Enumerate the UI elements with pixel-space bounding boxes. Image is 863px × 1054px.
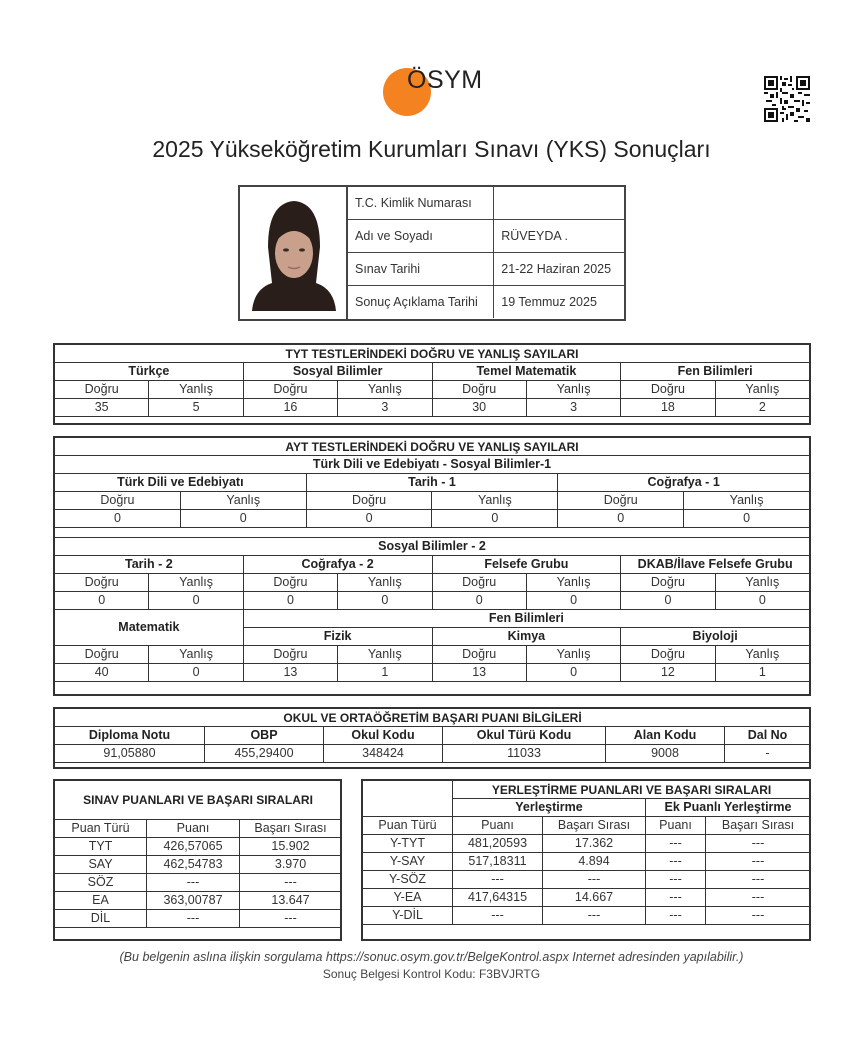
okul-header: Okul Türü Kodu <box>443 727 606 745</box>
puan-turu: Y-SÖZ <box>363 871 453 889</box>
osym-logo-text: ÖSYM <box>407 66 483 94</box>
subject-name: Türkçe <box>55 363 244 381</box>
okul-header: OBP <box>205 727 324 745</box>
ek-puan: --- <box>646 871 706 889</box>
yanlis-header: Yanlış <box>715 646 809 664</box>
ek-basari-sirasi: --- <box>706 853 811 871</box>
table-row <box>55 874 342 892</box>
basari-sirasi: --- <box>543 907 646 925</box>
table-row <box>363 889 811 907</box>
qr-code <box>764 76 810 122</box>
sinav-header: Puan Türü <box>55 820 147 838</box>
dogru-value: 0 <box>55 592 149 610</box>
info-row <box>348 286 624 319</box>
subject-name: Temel Matematik <box>432 363 621 381</box>
subject-name: Sosyal Bilimler <box>243 363 432 381</box>
dogru-value: 35 <box>55 399 149 417</box>
yanlis-value: 3 <box>526 399 620 417</box>
subject-name: Tarih - 2 <box>55 556 244 574</box>
dogru-header: Doğru <box>55 646 149 664</box>
puan-turu: Y-EA <box>363 889 453 907</box>
control-code: Sonuç Belgesi Kontrol Kodu: F3BVJRTG <box>322 967 541 981</box>
yanlis-header: Yanlış <box>715 574 809 592</box>
basari-sirasi: 13.647 <box>240 892 342 910</box>
puan-turu: EA <box>55 892 147 910</box>
subject-name: Coğrafya - 1 <box>558 474 810 492</box>
subject-name: Biyoloji <box>621 628 810 646</box>
basari-sirasi: 14.667 <box>543 889 646 907</box>
dogru-value: 0 <box>55 510 181 528</box>
dogru-value: 0 <box>306 510 432 528</box>
puan: 517,18311 <box>453 853 543 871</box>
yer-header: Puanı <box>646 817 706 835</box>
sinav-header: Puanı <box>147 820 240 838</box>
dogru-header: Doğru <box>432 646 526 664</box>
yanlis-value: 1 <box>338 664 432 682</box>
yanlis-header: Yanlış <box>526 646 620 664</box>
yanlis-header: Yanlış <box>684 492 810 510</box>
dogru-header: Doğru <box>432 574 526 592</box>
dogru-value: 13 <box>432 664 526 682</box>
dogru-value: 18 <box>621 399 715 417</box>
subject-name: Fizik <box>243 628 432 646</box>
basari-sirasi: --- <box>240 874 342 892</box>
yer-header: Puan Türü <box>363 817 453 835</box>
okul-value: 91,05880 <box>55 745 205 763</box>
ek-puan: --- <box>646 889 706 907</box>
ek-basari-sirasi: --- <box>706 907 811 925</box>
basari-sirasi: 4.894 <box>543 853 646 871</box>
yanlis-header: Yanlış <box>338 646 432 664</box>
yer-header: Başarı Sırası <box>706 817 811 835</box>
table-row <box>55 910 342 928</box>
candidate-photo <box>240 187 348 319</box>
yanlis-value: 0 <box>149 592 243 610</box>
verification-note: (Bu belgenin aslına ilişkin sorgulama https://sonuc.osym.gov.tr/BelgeKontrol.aspx Internet adresinden yapılabilir.) <box>119 950 744 964</box>
table-row <box>55 892 342 910</box>
sinav-header: Başarı Sırası <box>240 820 342 838</box>
yanlis-header: Yanlış <box>715 381 809 399</box>
yerlestirme-title: YERLEŞTİRME PUANLARI VE BAŞARI SIRALARI <box>453 781 811 799</box>
dogru-header: Doğru <box>621 574 715 592</box>
table-row <box>55 838 342 856</box>
info-label: Sonuç Açıklama Tarihi <box>348 286 494 319</box>
ek-puanli-sub: Ek Puanlı Yerleştirme <box>646 799 811 817</box>
puan-turu: SAY <box>55 856 147 874</box>
okul-table <box>54 708 811 763</box>
dogru-value: 0 <box>558 510 684 528</box>
dogru-header: Doğru <box>243 381 337 399</box>
yanlis-value: 3 <box>338 399 432 417</box>
okul-header: Dal No <box>725 727 811 745</box>
subject-name: Türk Dili ve Edebiyatı <box>55 474 307 492</box>
puan: 363,00787 <box>147 892 240 910</box>
table-row <box>363 907 811 925</box>
yanlis-header: Yanlış <box>149 574 243 592</box>
dogru-value: 30 <box>432 399 526 417</box>
subject-name: Matematik <box>55 610 244 646</box>
yer-header: Puanı <box>453 817 543 835</box>
info-label: Adı ve Soyadı <box>348 220 494 253</box>
yanlis-value: 2 <box>715 399 809 417</box>
dogru-header: Doğru <box>432 381 526 399</box>
yanlis-header: Yanlış <box>149 381 243 399</box>
page-title: 2025 Yükseköğretim Kurumları Sınavı (YKS) Sonuçları <box>152 136 711 162</box>
ayt-group1-title: Türk Dili ve Edebiyatı - Sosyal Bilimler-1 <box>55 456 810 474</box>
subject-name: Felsefe Grubu <box>432 556 621 574</box>
puan-turu: DİL <box>55 910 147 928</box>
okul-value: - <box>725 745 811 763</box>
okul-title: OKUL VE ORTAÖĞRETİM BAŞARI PUANI BİLGİLERİ <box>55 709 811 727</box>
yerlestirme-sub: Yerleştirme <box>453 799 646 817</box>
basari-sirasi: 3.970 <box>240 856 342 874</box>
basari-sirasi: --- <box>543 871 646 889</box>
basari-sirasi: 15.902 <box>240 838 342 856</box>
yanlis-value: 5 <box>149 399 243 417</box>
puan-turu: Y-TYT <box>363 835 453 853</box>
ek-basari-sirasi: --- <box>706 835 811 853</box>
puan: --- <box>453 871 543 889</box>
info-value: 19 Temmuz 2025 <box>494 286 624 319</box>
okul-header: Alan Kodu <box>606 727 725 745</box>
table-row <box>55 856 342 874</box>
sinav-table <box>54 780 342 928</box>
candidate-card <box>238 185 626 321</box>
info-value: RÜVEYDA . <box>494 220 624 253</box>
basari-sirasi: --- <box>240 910 342 928</box>
dogru-value: 0 <box>621 592 715 610</box>
tyt-table <box>54 344 810 417</box>
yanlis-value: 0 <box>526 664 620 682</box>
yerlestirme-blank <box>363 781 453 817</box>
dogru-header: Doğru <box>306 492 432 510</box>
puan-turu: SÖZ <box>55 874 147 892</box>
ayt-table-part2 <box>54 537 810 682</box>
dogru-header: Doğru <box>558 492 684 510</box>
puan: --- <box>147 874 240 892</box>
yanlis-header: Yanlış <box>149 646 243 664</box>
yanlis-value: 0 <box>180 510 306 528</box>
info-row <box>348 187 624 220</box>
dogru-header: Doğru <box>55 574 149 592</box>
ayt-title: AYT TESTLERİNDEKİ DOĞRU VE YANLIŞ SAYILARI <box>55 438 810 456</box>
yanlis-value: 0 <box>432 510 558 528</box>
okul-value: 348424 <box>324 745 443 763</box>
yanlis-header: Yanlış <box>338 381 432 399</box>
info-row <box>348 253 624 286</box>
yanlis-header: Yanlış <box>432 492 558 510</box>
dogru-value: 0 <box>243 592 337 610</box>
puan: --- <box>453 907 543 925</box>
info-value <box>494 187 624 220</box>
ek-puan: --- <box>646 853 706 871</box>
sinav-title: SINAV PUANLARI VE BAŞARI SIRALARI <box>55 781 342 820</box>
yanlis-value: 0 <box>149 664 243 682</box>
puan: 462,54783 <box>147 856 240 874</box>
subject-name: DKAB/İlave Felsefe Grubu <box>621 556 810 574</box>
yanlis-value: 0 <box>526 592 620 610</box>
tyt-title: TYT TESTLERİNDEKİ DOĞRU VE YANLIŞ SAYILARI <box>55 345 810 363</box>
puan-turu: Y-SAY <box>363 853 453 871</box>
osym-logo <box>383 62 493 122</box>
ayt-group2-title: Sosyal Bilimler - 2 <box>55 538 810 556</box>
puan-turu: TYT <box>55 838 147 856</box>
okul-value: 9008 <box>606 745 725 763</box>
table-row <box>363 835 811 853</box>
yanlis-value: 0 <box>684 510 810 528</box>
dogru-header: Doğru <box>621 381 715 399</box>
subject-name: Coğrafya - 2 <box>243 556 432 574</box>
yanlis-header: Yanlış <box>526 574 620 592</box>
puan: --- <box>147 910 240 928</box>
info-label: Sınav Tarihi <box>348 253 494 286</box>
yanlis-value: 1 <box>715 664 809 682</box>
yanlis-header: Yanlış <box>526 381 620 399</box>
info-row <box>348 220 624 253</box>
dogru-header: Doğru <box>243 574 337 592</box>
fen-title: Fen Bilimleri <box>243 610 809 628</box>
okul-header: Okul Kodu <box>324 727 443 745</box>
dogru-value: 16 <box>243 399 337 417</box>
yanlis-header: Yanlış <box>180 492 306 510</box>
puan: 481,20593 <box>453 835 543 853</box>
dogru-header: Doğru <box>621 646 715 664</box>
info-value: 21-22 Haziran 2025 <box>494 253 624 286</box>
subject-name: Kimya <box>432 628 621 646</box>
table-row <box>363 853 811 871</box>
dogru-header: Doğru <box>55 492 181 510</box>
dogru-value: 0 <box>432 592 526 610</box>
basari-sirasi: 17.362 <box>543 835 646 853</box>
puan: 417,64315 <box>453 889 543 907</box>
okul-value: 455,29400 <box>205 745 324 763</box>
table-row <box>363 871 811 889</box>
ek-puan: --- <box>646 907 706 925</box>
okul-header: Diploma Notu <box>55 727 205 745</box>
ek-basari-sirasi: --- <box>706 871 811 889</box>
dogru-value: 40 <box>55 664 149 682</box>
okul-value: 11033 <box>443 745 606 763</box>
dogru-value: 12 <box>621 664 715 682</box>
dogru-value: 13 <box>243 664 337 682</box>
ayt-table-part1 <box>54 437 810 528</box>
yanlis-header: Yanlış <box>338 574 432 592</box>
yerlestirme-table <box>362 780 811 925</box>
subject-name: Tarih - 1 <box>306 474 558 492</box>
puan: 426,57065 <box>147 838 240 856</box>
info-label: T.C. Kimlik Numarası <box>348 187 494 220</box>
dogru-header: Doğru <box>55 381 149 399</box>
candidate-info-table <box>348 187 624 318</box>
yer-header: Başarı Sırası <box>543 817 646 835</box>
yanlis-value: 0 <box>715 592 809 610</box>
yanlis-value: 0 <box>338 592 432 610</box>
subject-name: Fen Bilimleri <box>621 363 810 381</box>
puan-turu: Y-DİL <box>363 907 453 925</box>
ek-basari-sirasi: --- <box>706 889 811 907</box>
ek-puan: --- <box>646 835 706 853</box>
dogru-header: Doğru <box>243 646 337 664</box>
